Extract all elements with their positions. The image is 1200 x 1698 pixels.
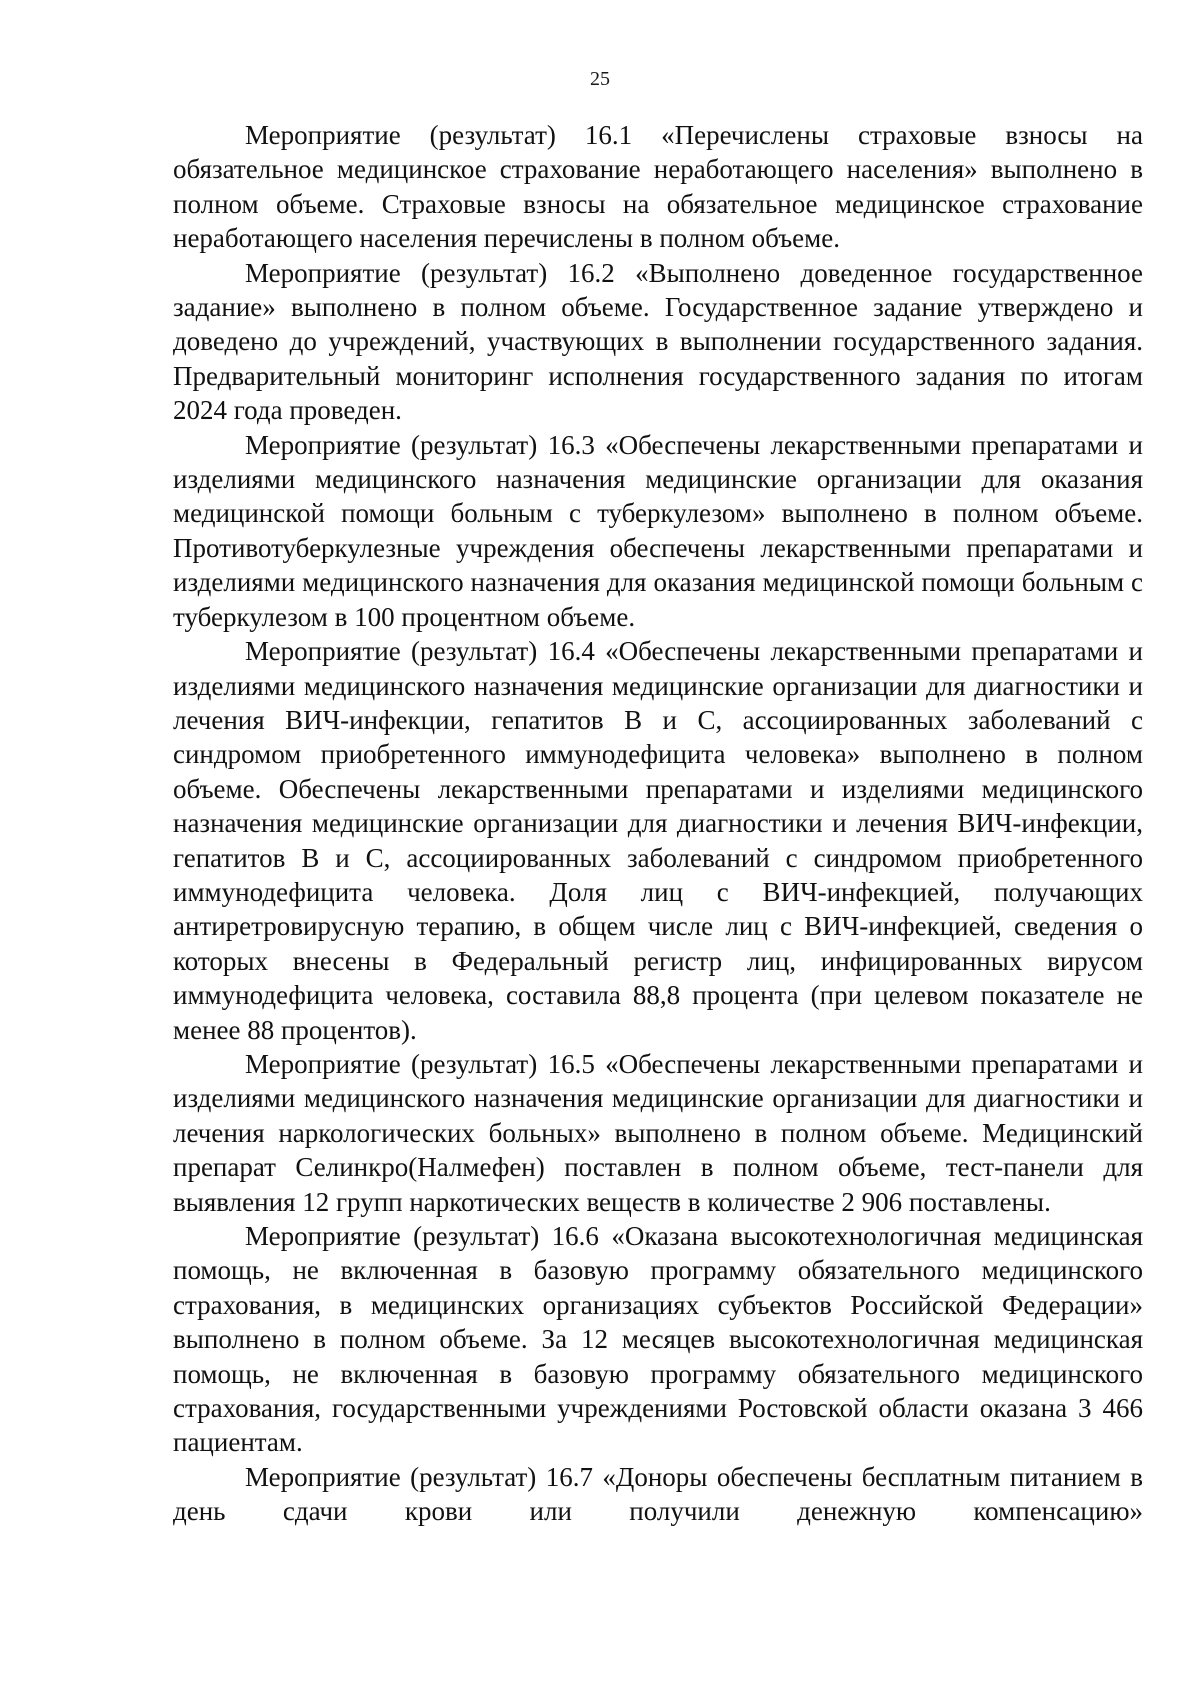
paragraph-16-5: Мероприятие (результат) 16.5 «Обеспечены лекарственными препаратами и изделиями медицинского назначения медицинские организации для диагностики и лечения наркологических больных» выполнено в полном объеме. Медицинский препарат Селинкро(Налмефен) поставлен в полном объеме, тест-панели для выявления 12 групп наркотических веществ в количестве 2 906 поставлены. <box>173 1048 1143 1217</box>
paragraph-16-1: Мероприятие (результат) 16.1 «Перечислены страховые взносы на обязательное медицинское страхование неработающего населения» выполнено в полном объеме. Страховые взносы на обязательное медицинское страхование неработающего населения перечислены в полном объеме. <box>173 120 1143 254</box>
paragraph-16-6: Мероприятие (результат) 16.6 «Оказана высокотехнологичная медицинская помощь, не включенная в базовую программу обязательного медицинского страхования, в медицинских организациях субъектов Российской Федерации» выполнено в полном объеме. За 12 месяцев высокотехнологичная медицинская помощь, не включенная в базовую программу обязательного медицинского страхования, государственными учреждениями Ростовской области оказана 3 466 пациентам. <box>173 1221 1143 1458</box>
paragraph-16-7: Мероприятие (результат) 16.7 «Доноры обеспечены бесплатным питанием в день сдачи крови или получили денежную компенсацию» <box>173 1461 1143 1527</box>
paragraph-16-4: Мероприятие (результат) 16.4 «Обеспечены лекарственными препаратами и изделиями медицинского назначения медицинские организации для диагностики и лечения ВИЧ-инфекции, гепатитов В и С, ассоциированных заболеваний с синдромом приобретенного иммунодефицита человека» выполнено в полном объеме. Обеспечены лекарственными препаратами и изделиями медицинского назначения медицинские организации для диагностики и лечения ВИЧ-инфекции, гепатитов В и С, ассоциированных заболеваний с синдромом приобретенного иммунодефицита человека. Доля лиц с ВИЧ-инфекцией, получающих антиретровирусную терапию, в общем числе лиц с ВИЧ-инфекцией, сведения о которых внесены в Федеральный регистр лиц, инфицированных вирусом иммунодефицита человека, составила 88,8 процента (при целевом показателе не менее 88 процентов). <box>173 636 1143 1045</box>
document-body <box>173 118 1143 1529</box>
page-number: 25 <box>590 68 610 90</box>
paragraph-16-3: Мероприятие (результат) 16.3 «Обеспечены лекарственными препаратами и изделиями медицинского назначения медицинские организации для оказания медицинской помощи больным с туберкулезом» выполнено в полном объеме. Противотуберкулезные учреждения обеспечены лекарственными препаратами и изделиями медицинского назначения для оказания медицинской помощи больным с туберкулезом в 100 процентном объеме. <box>173 429 1143 632</box>
paragraph-16-2: Мероприятие (результат) 16.2 «Выполнено доведенное государственное задание» выполнено в полном объеме. Государственное задание утверждено и доведено до учреждений, участвующих в выполнении государственного задания. Предварительный мониторинг исполнения государственного задания по итогам 2024 года проведен. <box>173 257 1143 426</box>
